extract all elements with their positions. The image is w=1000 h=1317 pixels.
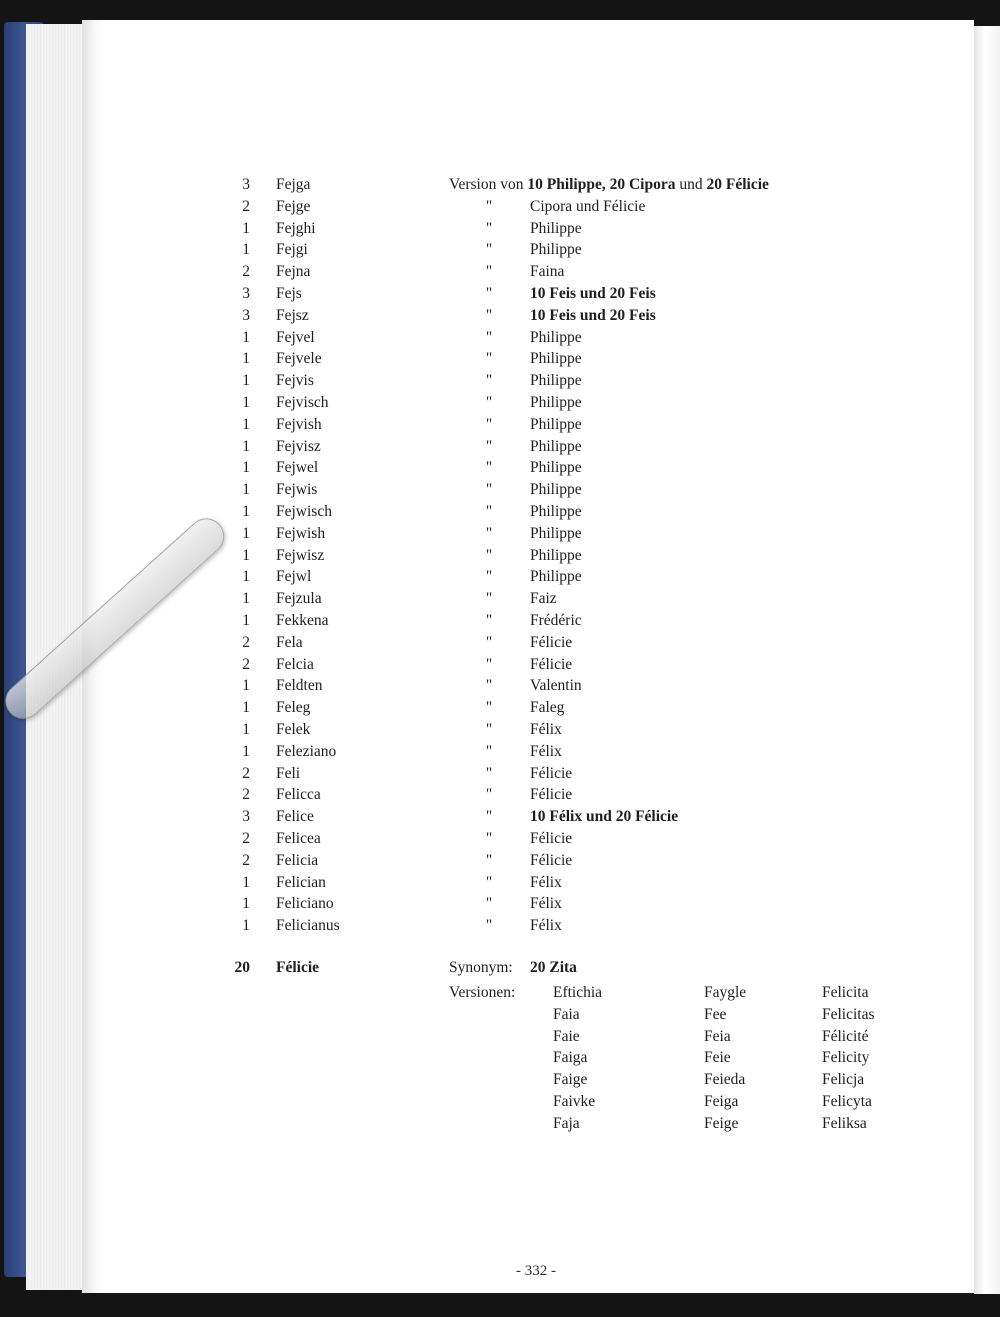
entry-name: Fejvish xyxy=(276,415,322,433)
ditto-mark: " xyxy=(485,742,493,760)
entry-count: 2 xyxy=(242,197,250,215)
entry-count: 1 xyxy=(242,481,250,499)
entry-version: Félicie xyxy=(530,764,573,782)
entry-name: Fekkena xyxy=(276,612,329,629)
entry-version: Philippe xyxy=(530,546,582,564)
ditto-mark: " xyxy=(485,590,493,608)
entry-row xyxy=(0,806,1000,828)
ditto-mark: " xyxy=(485,764,493,782)
entry-row xyxy=(0,654,1000,676)
entry-name: Feleg xyxy=(276,699,311,717)
entry-version: Philippe xyxy=(530,372,582,390)
entry-version: Félix xyxy=(530,895,562,913)
ditto-mark: " xyxy=(485,873,493,891)
entry-count: 1 xyxy=(242,415,250,433)
ditto-mark: " xyxy=(485,306,493,324)
entry-name: Fejwisch xyxy=(276,503,332,520)
entry-name: Fejwl xyxy=(276,568,312,586)
version-name: Felicja xyxy=(822,1071,865,1089)
ditto-mark: " xyxy=(485,263,493,281)
main-entry-name: Félicie xyxy=(276,959,320,976)
entry-count: 1 xyxy=(242,328,250,346)
entry-count: 3 xyxy=(242,176,250,193)
entry-version: Philippe xyxy=(530,524,582,542)
version-name: Feige xyxy=(704,1114,739,1132)
entry-version: Cipora und Félicie xyxy=(530,197,646,215)
entry-version: Philippe xyxy=(530,437,582,455)
ditto-mark: " xyxy=(485,481,493,499)
entry-version: Faina xyxy=(530,263,565,281)
ditto-mark: " xyxy=(485,328,493,346)
entry-name: Fela xyxy=(276,633,303,651)
ditto-mark: " xyxy=(485,415,493,433)
entry-name: Fejwisz xyxy=(276,546,325,564)
entry-row xyxy=(0,915,1000,937)
versions-label: Versionen: xyxy=(449,984,516,1001)
entry-row xyxy=(0,261,1000,283)
entry-row xyxy=(0,436,1000,458)
entry-row xyxy=(0,697,1000,719)
entry-row xyxy=(0,327,1000,349)
entry-version: Philippe xyxy=(530,350,582,368)
entry-count: 1 xyxy=(242,677,250,695)
synonym-value: 20 Zita xyxy=(530,959,577,976)
entry-count: 3 xyxy=(242,306,250,324)
ditto-mark: " xyxy=(485,219,493,237)
entry-version: Félicie xyxy=(530,633,573,651)
ditto-mark: " xyxy=(485,677,493,695)
entry-version: Philippe xyxy=(530,219,582,237)
entry-version: Faleg xyxy=(530,699,565,717)
version-name: Faygle xyxy=(704,984,747,1001)
entry-name: Fejvis xyxy=(276,372,314,390)
entry-row xyxy=(0,392,1000,414)
entry-count: 1 xyxy=(242,350,250,368)
entry-count: 1 xyxy=(242,219,250,237)
entry-name: Fejga xyxy=(276,176,311,193)
entry-count: 1 xyxy=(242,372,250,390)
entry-name: Fejvisch xyxy=(276,394,329,411)
ditto-mark: " xyxy=(485,808,493,826)
entry-row xyxy=(0,850,1000,872)
entry-version: Félix xyxy=(530,742,562,760)
version-name: Felicita xyxy=(822,984,869,1001)
version-of-label: Version von 10 Philippe, 20 Cipora und 20 Félicie xyxy=(449,176,769,193)
ditto-mark: " xyxy=(485,699,493,717)
entry-count: 1 xyxy=(242,503,250,520)
entry-version: 10 Félix und 20 Félicie xyxy=(530,808,679,826)
entry-name: Fejghi xyxy=(276,219,316,237)
entry-row xyxy=(0,457,1000,479)
entry-version: Philippe xyxy=(530,394,582,411)
version-name: Felicity xyxy=(822,1049,870,1067)
entry-name: Fejgi xyxy=(276,241,308,259)
entry-count: 1 xyxy=(242,394,250,411)
entry-row xyxy=(0,370,1000,392)
main-entry-number: 20 xyxy=(234,959,250,976)
entry-version: Félix xyxy=(530,873,562,891)
entry-row xyxy=(0,348,1000,370)
version-name: Feiga xyxy=(704,1093,739,1110)
main-entry-header xyxy=(0,957,1000,979)
entry-count: 2 xyxy=(242,851,250,869)
entry-version: Félix xyxy=(530,721,562,738)
entry-name: Fejwish xyxy=(276,524,326,542)
ditto-mark: " xyxy=(485,197,493,215)
entry-count: 1 xyxy=(242,241,250,259)
entry-name: Fejge xyxy=(276,197,311,215)
version-name: Eftichia xyxy=(553,984,603,1001)
version-name: Feia xyxy=(704,1027,731,1045)
ditto-mark: " xyxy=(485,241,493,259)
version-name: Félicité xyxy=(822,1027,869,1045)
entry-count: 2 xyxy=(242,263,250,281)
entry-count: 1 xyxy=(242,699,250,717)
entry-count: 1 xyxy=(242,524,250,542)
entry-row xyxy=(0,893,1000,915)
entry-row xyxy=(0,719,1000,741)
entry-row xyxy=(0,414,1000,436)
entry-row xyxy=(0,283,1000,305)
ditto-mark: " xyxy=(485,721,493,738)
version-name: Faia xyxy=(553,1005,580,1023)
version-name: Feie xyxy=(704,1049,731,1067)
entry-name: Felician xyxy=(276,873,326,891)
entry-version: Philippe xyxy=(530,328,582,346)
entry-name: Feliciano xyxy=(276,895,334,913)
entry-version: Philippe xyxy=(530,241,582,259)
entry-count: 1 xyxy=(242,873,250,891)
entry-name: Felicea xyxy=(276,830,321,847)
entry-name: Fejwis xyxy=(276,481,318,499)
ditto-mark: " xyxy=(485,524,493,542)
ditto-mark: " xyxy=(485,655,493,673)
ditto-mark: " xyxy=(485,459,493,477)
entry-version: Félicie xyxy=(530,655,573,673)
entry-name: Fejvisz xyxy=(276,437,321,455)
version-name: Faiga xyxy=(553,1049,588,1067)
entry-count: 3 xyxy=(242,808,250,826)
entry-name: Fejna xyxy=(276,263,311,281)
version-name: Faja xyxy=(553,1114,580,1132)
entry-row xyxy=(0,741,1000,763)
entry-count: 1 xyxy=(242,437,250,455)
entry-count: 1 xyxy=(242,612,250,629)
entry-row xyxy=(0,501,1000,523)
ditto-mark: " xyxy=(485,633,493,651)
entry-row xyxy=(0,196,1000,218)
entry-row xyxy=(0,305,1000,327)
entry-row xyxy=(0,218,1000,240)
ditto-mark: " xyxy=(485,786,493,804)
entry-name: Felicia xyxy=(276,851,319,869)
entry-version: Faiz xyxy=(530,590,557,608)
entry-name: Fejsz xyxy=(276,306,309,324)
ditto-mark: " xyxy=(485,372,493,390)
ditto-mark: " xyxy=(485,568,493,586)
version-name: Faivke xyxy=(553,1093,596,1110)
entry-version: 10 Feis und 20 Feis xyxy=(530,285,656,302)
entry-count: 2 xyxy=(242,633,250,651)
version-name: Faie xyxy=(553,1027,580,1045)
entry-version: 10 Feis und 20 Feis xyxy=(530,306,656,324)
entry-count: 1 xyxy=(242,721,250,738)
version-name: Felicyta xyxy=(822,1093,872,1110)
entry-row xyxy=(0,523,1000,545)
ditto-mark: " xyxy=(485,895,493,913)
entry-version: Philippe xyxy=(530,568,582,586)
entry-name: Fejwel xyxy=(276,459,319,477)
entry-name: Felek xyxy=(276,721,311,738)
entry-name: Felicca xyxy=(276,786,321,804)
entry-row xyxy=(0,479,1000,501)
entry-row xyxy=(0,872,1000,894)
version-name: Felicitas xyxy=(822,1005,875,1023)
synonym-label: Synonym: xyxy=(449,959,513,976)
entry-version: Philippe xyxy=(530,481,582,499)
ditto-mark: " xyxy=(485,851,493,869)
entry-version: Félix xyxy=(530,917,562,935)
entry-version: Philippe xyxy=(530,503,582,520)
entry-count: 2 xyxy=(242,830,250,847)
entry-count: 1 xyxy=(242,742,250,760)
version-name: Feliksa xyxy=(822,1114,867,1132)
entry-count: 1 xyxy=(242,546,250,564)
ditto-mark: " xyxy=(485,503,493,520)
entry-version: Félicie xyxy=(530,830,573,847)
entry-row xyxy=(0,763,1000,785)
entry-version: Philippe xyxy=(530,415,582,433)
ditto-mark: " xyxy=(485,830,493,847)
entry-version: Valentin xyxy=(530,677,582,695)
version-name: Fee xyxy=(704,1005,727,1023)
entry-row xyxy=(0,784,1000,806)
ditto-mark: " xyxy=(485,546,493,564)
entry-count: 3 xyxy=(242,285,250,302)
entry-name: Felcia xyxy=(276,655,314,673)
entry-count: 2 xyxy=(242,655,250,673)
ditto-mark: " xyxy=(485,394,493,411)
entry-row xyxy=(0,174,1000,196)
entry-name: Fejvele xyxy=(276,350,322,368)
entry-count: 1 xyxy=(242,568,250,586)
entry-name: Felice xyxy=(276,808,314,826)
ditto-mark: " xyxy=(485,437,493,455)
entry-row xyxy=(0,239,1000,261)
entry-row xyxy=(0,675,1000,697)
entry-count: 1 xyxy=(242,590,250,608)
entry-version: Félicie xyxy=(530,786,573,804)
entry-name: Fejs xyxy=(276,285,302,302)
ditto-mark: " xyxy=(485,285,493,302)
page-number: - 332 - xyxy=(516,1263,556,1279)
ditto-mark: " xyxy=(485,350,493,368)
entry-count: 1 xyxy=(242,895,250,913)
entry-name: Felicianus xyxy=(276,917,340,935)
version-name: Faige xyxy=(553,1071,588,1089)
entry-name: Fejzula xyxy=(276,590,322,608)
entry-row xyxy=(0,828,1000,850)
entry-name: Fejvel xyxy=(276,328,315,346)
ditto-mark: " xyxy=(485,917,493,935)
entry-version: Félicie xyxy=(530,851,573,869)
entry-name: Feleziano xyxy=(276,742,337,760)
entry-row xyxy=(0,610,1000,632)
entry-count: 2 xyxy=(242,786,250,804)
entry-version: Frédéric xyxy=(530,612,582,629)
version-name: Feieda xyxy=(704,1071,746,1089)
ditto-mark: " xyxy=(485,612,493,629)
entry-name: Feldten xyxy=(276,677,323,695)
entry-count: 2 xyxy=(242,764,250,782)
entry-count: 1 xyxy=(242,917,250,935)
entry-row xyxy=(0,632,1000,654)
entry-name: Feli xyxy=(276,764,301,782)
entry-version: Philippe xyxy=(530,459,582,477)
entry-count: 1 xyxy=(242,459,250,477)
